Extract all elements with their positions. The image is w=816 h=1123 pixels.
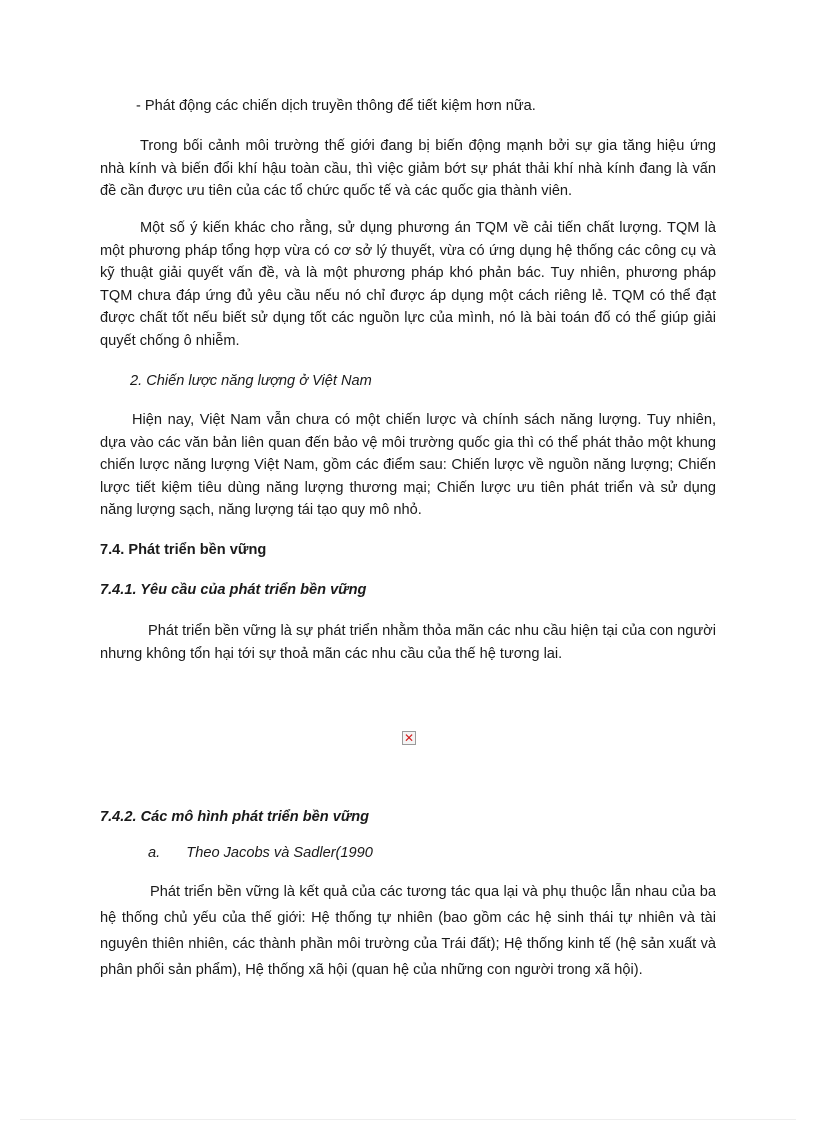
bullet-line: - Phát động các chiến dịch truyền thông để tiết kiệm hơn nữa. (136, 98, 536, 114)
list-item-a-text: Theo Jacobs và Sadler(1990 (186, 845, 373, 861)
subheading-energy-strategy: 2. Chiến lược năng lượng ở Việt Nam (130, 373, 372, 389)
paragraph-definition: Phát triển bền vững là sự phát triển nhằm thỏa mãn các nhu cầu hiện tại của con người nhưng không tổn hại tới sự thoả mãn các nhu cầu của thế hệ tương lai. (100, 623, 716, 662)
page-bottom-divider (20, 1119, 796, 1120)
broken-image-x-icon: ✕ (403, 731, 415, 745)
list-item-a (148, 842, 716, 865)
paragraph-systems: Phát triển bền vững là kết quả của các tương tác qua lại và phụ thuộc lẫn nhau của ba hệ thống chủ yếu của thế giới: Hệ thống tự nhiên (bao gồm các hệ sinh thái tự nhiên và tài nguyên thiên nhiên, các thành phần môi trường của Trái đất); Hệ thống kinh tế (hệ sản xuất và phân phối sản phẩm), Hệ thống xã hội (quan hệ của những con người trong xã hội). (100, 884, 716, 978)
section-heading-7-4-1: 7.4.1. Yêu cầu của phát triển bền vững (100, 582, 367, 598)
paragraph-climate: Trong bối cảnh môi trường thế giới đang bị biến động mạnh bởi sự gia tăng hiệu ứng nhà kính và biến đổi khí hậu toàn cầu, thì việc giảm bớt sự phát thải khí nhà kính đang là vấn đề cần được ưu tiên của các tổ chức quốc tế và các quốc gia thành viên. (100, 138, 716, 199)
broken-image-icon (402, 731, 416, 745)
paragraph-tqm: Một số ý kiến khác cho rằng, sử dụng phương án TQM về cải tiến chất lượng. TQM là một phương pháp tổng hợp vừa có cơ sở lý thuyết, vừa có ứng dụng hệ thống các công cụ và kỹ thuật giải quyết vấn đề, và là một phương pháp khó phản bác. Tuy nhiên, phương pháp TQM chưa đáp ứng đủ yêu cầu nếu nó chỉ được áp dụng một cách riêng lẻ. TQM có thể đạt được chất tốt nếu biết sử dụng tốt các nguồn lực của mình, nó là bài toán đố có thể giúp giải quyết chống ô nhiễm. (100, 220, 716, 349)
list-item-a-marker: a. (148, 845, 161, 861)
section-heading-7-4: 7.4. Phát triển bền vững (100, 542, 267, 558)
paragraph-energy: Hiện nay, Việt Nam vẫn chưa có một chiến lược và chính sách năng lượng. Tuy nhiên, dựa vào các văn bản liên quan đến bảo vệ môi trường quốc gia thì có thể phát thảo một khung chiến lược năng lượng Việt Nam, gồm các điểm sau: Chiến lược về nguồn năng lượng; Chiến lược tiết kiệm tiêu dùng năng lượng thương mại; Chiến lược ưu tiên phát triển và sử dụng năng lượng sạch, năng lượng tái tạo quy mô nhỏ. (100, 412, 716, 518)
section-heading-7-4-2: 7.4.2. Các mô hình phát triển bền vững (100, 809, 370, 825)
